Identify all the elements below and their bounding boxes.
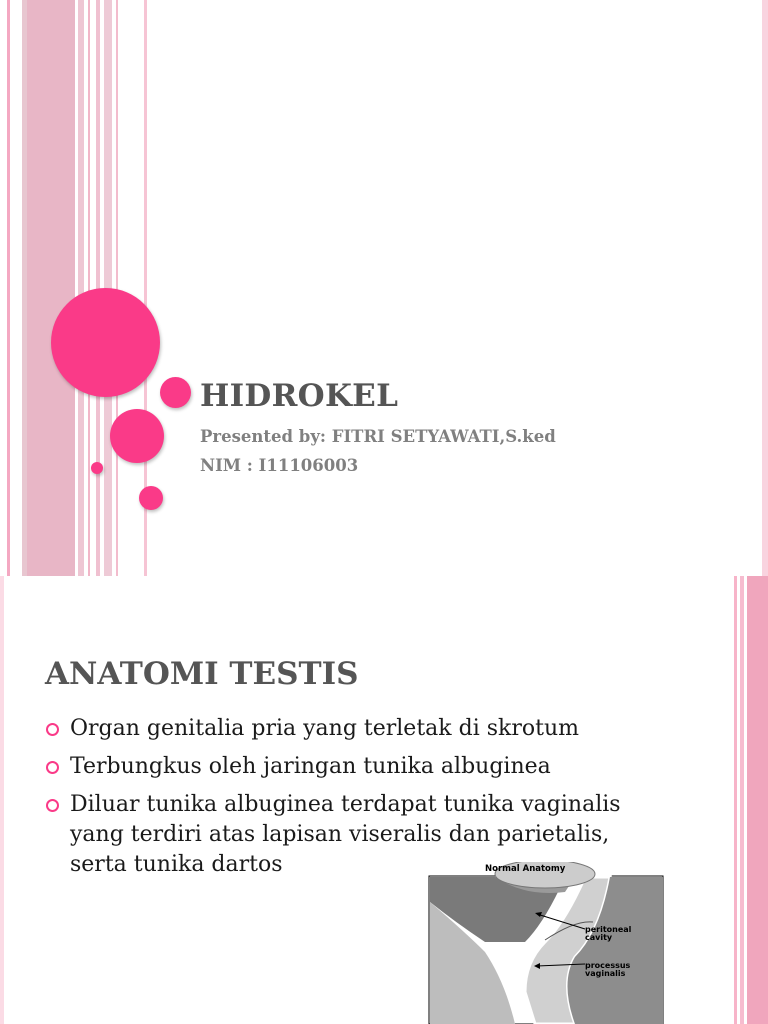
bullet-item (46, 752, 686, 782)
anatomy-figure (425, 862, 667, 1024)
decorative-circle (139, 486, 163, 510)
slide-heading: ANATOMI TESTIS (45, 656, 359, 692)
figure-label-processus: processus vaginalis (585, 961, 631, 978)
decorative-stripe (88, 0, 90, 576)
presenter-line: Presented by: FITRI SETYAWATI,S.ked (200, 427, 556, 446)
decorative-circle (110, 409, 164, 463)
decorative-stripe (116, 0, 118, 576)
decorative-stripe (7, 0, 10, 576)
decorative-stripe (762, 0, 768, 576)
bullet-icon (46, 761, 59, 774)
decorative-stripe (27, 0, 75, 576)
decorative-circle (91, 462, 103, 474)
bullet-text: Organ genitalia pria yang terletak di skrotum (70, 716, 579, 741)
figure-label-peritoneal: peritoneal cavity (585, 925, 632, 942)
decorative-stripe (0, 576, 4, 1024)
bullet-icon (46, 799, 59, 812)
slide-anatomy (0, 576, 768, 1024)
decorative-stripe (747, 576, 768, 1024)
decorative-stripe (78, 0, 84, 576)
bullet-text: Terbungkus oleh jaringan tunika albuginea (70, 754, 551, 779)
anatomy-illustration (425, 862, 667, 1024)
slide-title-heading: HIDROKEL (200, 378, 399, 414)
decorative-circle (160, 377, 191, 408)
bullet-text: Diluar tunika albuginea terdapat tunika vaginalis yang terdiri atas lapisan viseralis dan parietalis, serta tunika dartos (70, 792, 621, 877)
bullet-item (46, 714, 686, 744)
decorative-stripe (734, 576, 737, 1024)
decorative-stripe (740, 576, 744, 1024)
decorative-circle (51, 288, 160, 397)
nim-line: NIM : I11106003 (200, 456, 359, 475)
bullet-icon (46, 723, 59, 736)
figure-caption: Normal Anatomy (485, 864, 566, 874)
